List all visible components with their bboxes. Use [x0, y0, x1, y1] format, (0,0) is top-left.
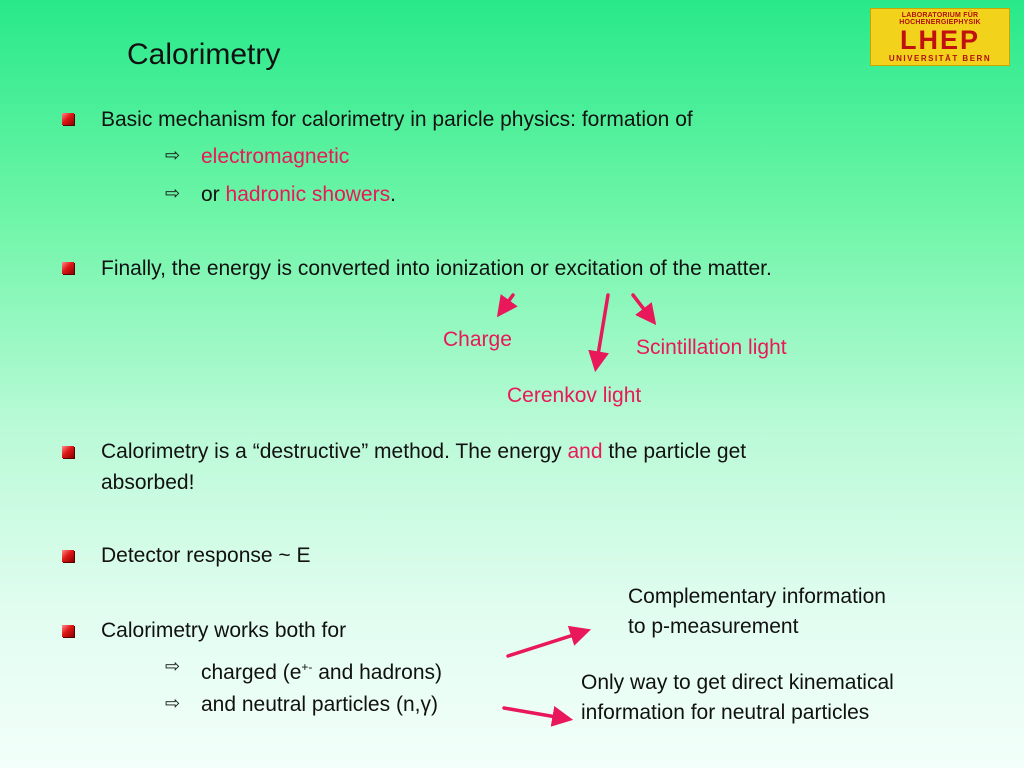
hollow-arrow-icon: ⇨ — [165, 693, 181, 713]
sub-charged-b: and hadrons) — [312, 661, 443, 684]
bullet-works-both: Calorimetry works both for — [101, 619, 347, 642]
slide-title: Calorimetry — [127, 38, 281, 71]
gamma-symbol: γ — [420, 693, 431, 716]
sub-hadronic-prefix: or — [201, 183, 226, 206]
arrow-to-scintillation — [633, 295, 653, 321]
logo-top-text: LABORATORIUM FÜR HOCHENERGIEPHYSIK — [899, 12, 981, 26]
arrow-to-neutral-info — [504, 708, 568, 719]
label-scintillation: Scintillation light — [636, 336, 787, 359]
logo-bottom-text: UNIVERSITÄT BERN — [888, 54, 992, 63]
label-charge: Charge — [443, 328, 512, 351]
destructive-text-a: Calorimetry is a “destructive” method. The energy — [101, 440, 568, 463]
sub-electromagnetic: electromagnetic — [201, 145, 350, 168]
sub-charged-a: charged (e — [201, 661, 302, 684]
note-neutral-line1: Only way to get direct kinematical — [581, 671, 894, 694]
arrow-to-cerenkov — [596, 295, 608, 367]
sub-hadronic-suffix: . — [390, 183, 396, 206]
note-complementary-line1: Complementary information — [628, 585, 886, 608]
logo-main-text: LHEP — [899, 25, 980, 55]
sub-hadronic-red: hadronic showers — [225, 183, 391, 206]
hollow-arrow-icon: ⇨ — [165, 656, 181, 676]
destructive-text-b: the particle get — [602, 440, 747, 463]
bullet-energy-converted: Finally, the energy is converted into ionization or excitation of the matter. — [101, 257, 772, 280]
destructive-text-red: and — [567, 440, 603, 463]
arrow-to-complementary — [508, 631, 586, 656]
sub-neutral-b: ) — [430, 693, 438, 716]
sub-neutral-a: and neutral particles (n, — [201, 693, 421, 716]
label-cerenkov: Cerenkov light — [507, 384, 642, 407]
hollow-arrow-icon: ⇨ — [165, 183, 181, 203]
bullet-detector-response: Detector response ~ E — [101, 544, 311, 567]
sub-charged-sup: +- — [301, 660, 313, 674]
note-neutral-line2: information for neutral particles — [581, 701, 870, 724]
hollow-arrow-icon: ⇨ — [165, 145, 181, 165]
arrow-to-charge — [500, 295, 513, 313]
bullet-formation: Basic mechanism for calorimetry in paricle physics: formation of — [101, 108, 693, 131]
note-complementary-line2: to p-measurement — [628, 615, 799, 638]
bullet-destructive-line2: absorbed! — [101, 471, 195, 494]
